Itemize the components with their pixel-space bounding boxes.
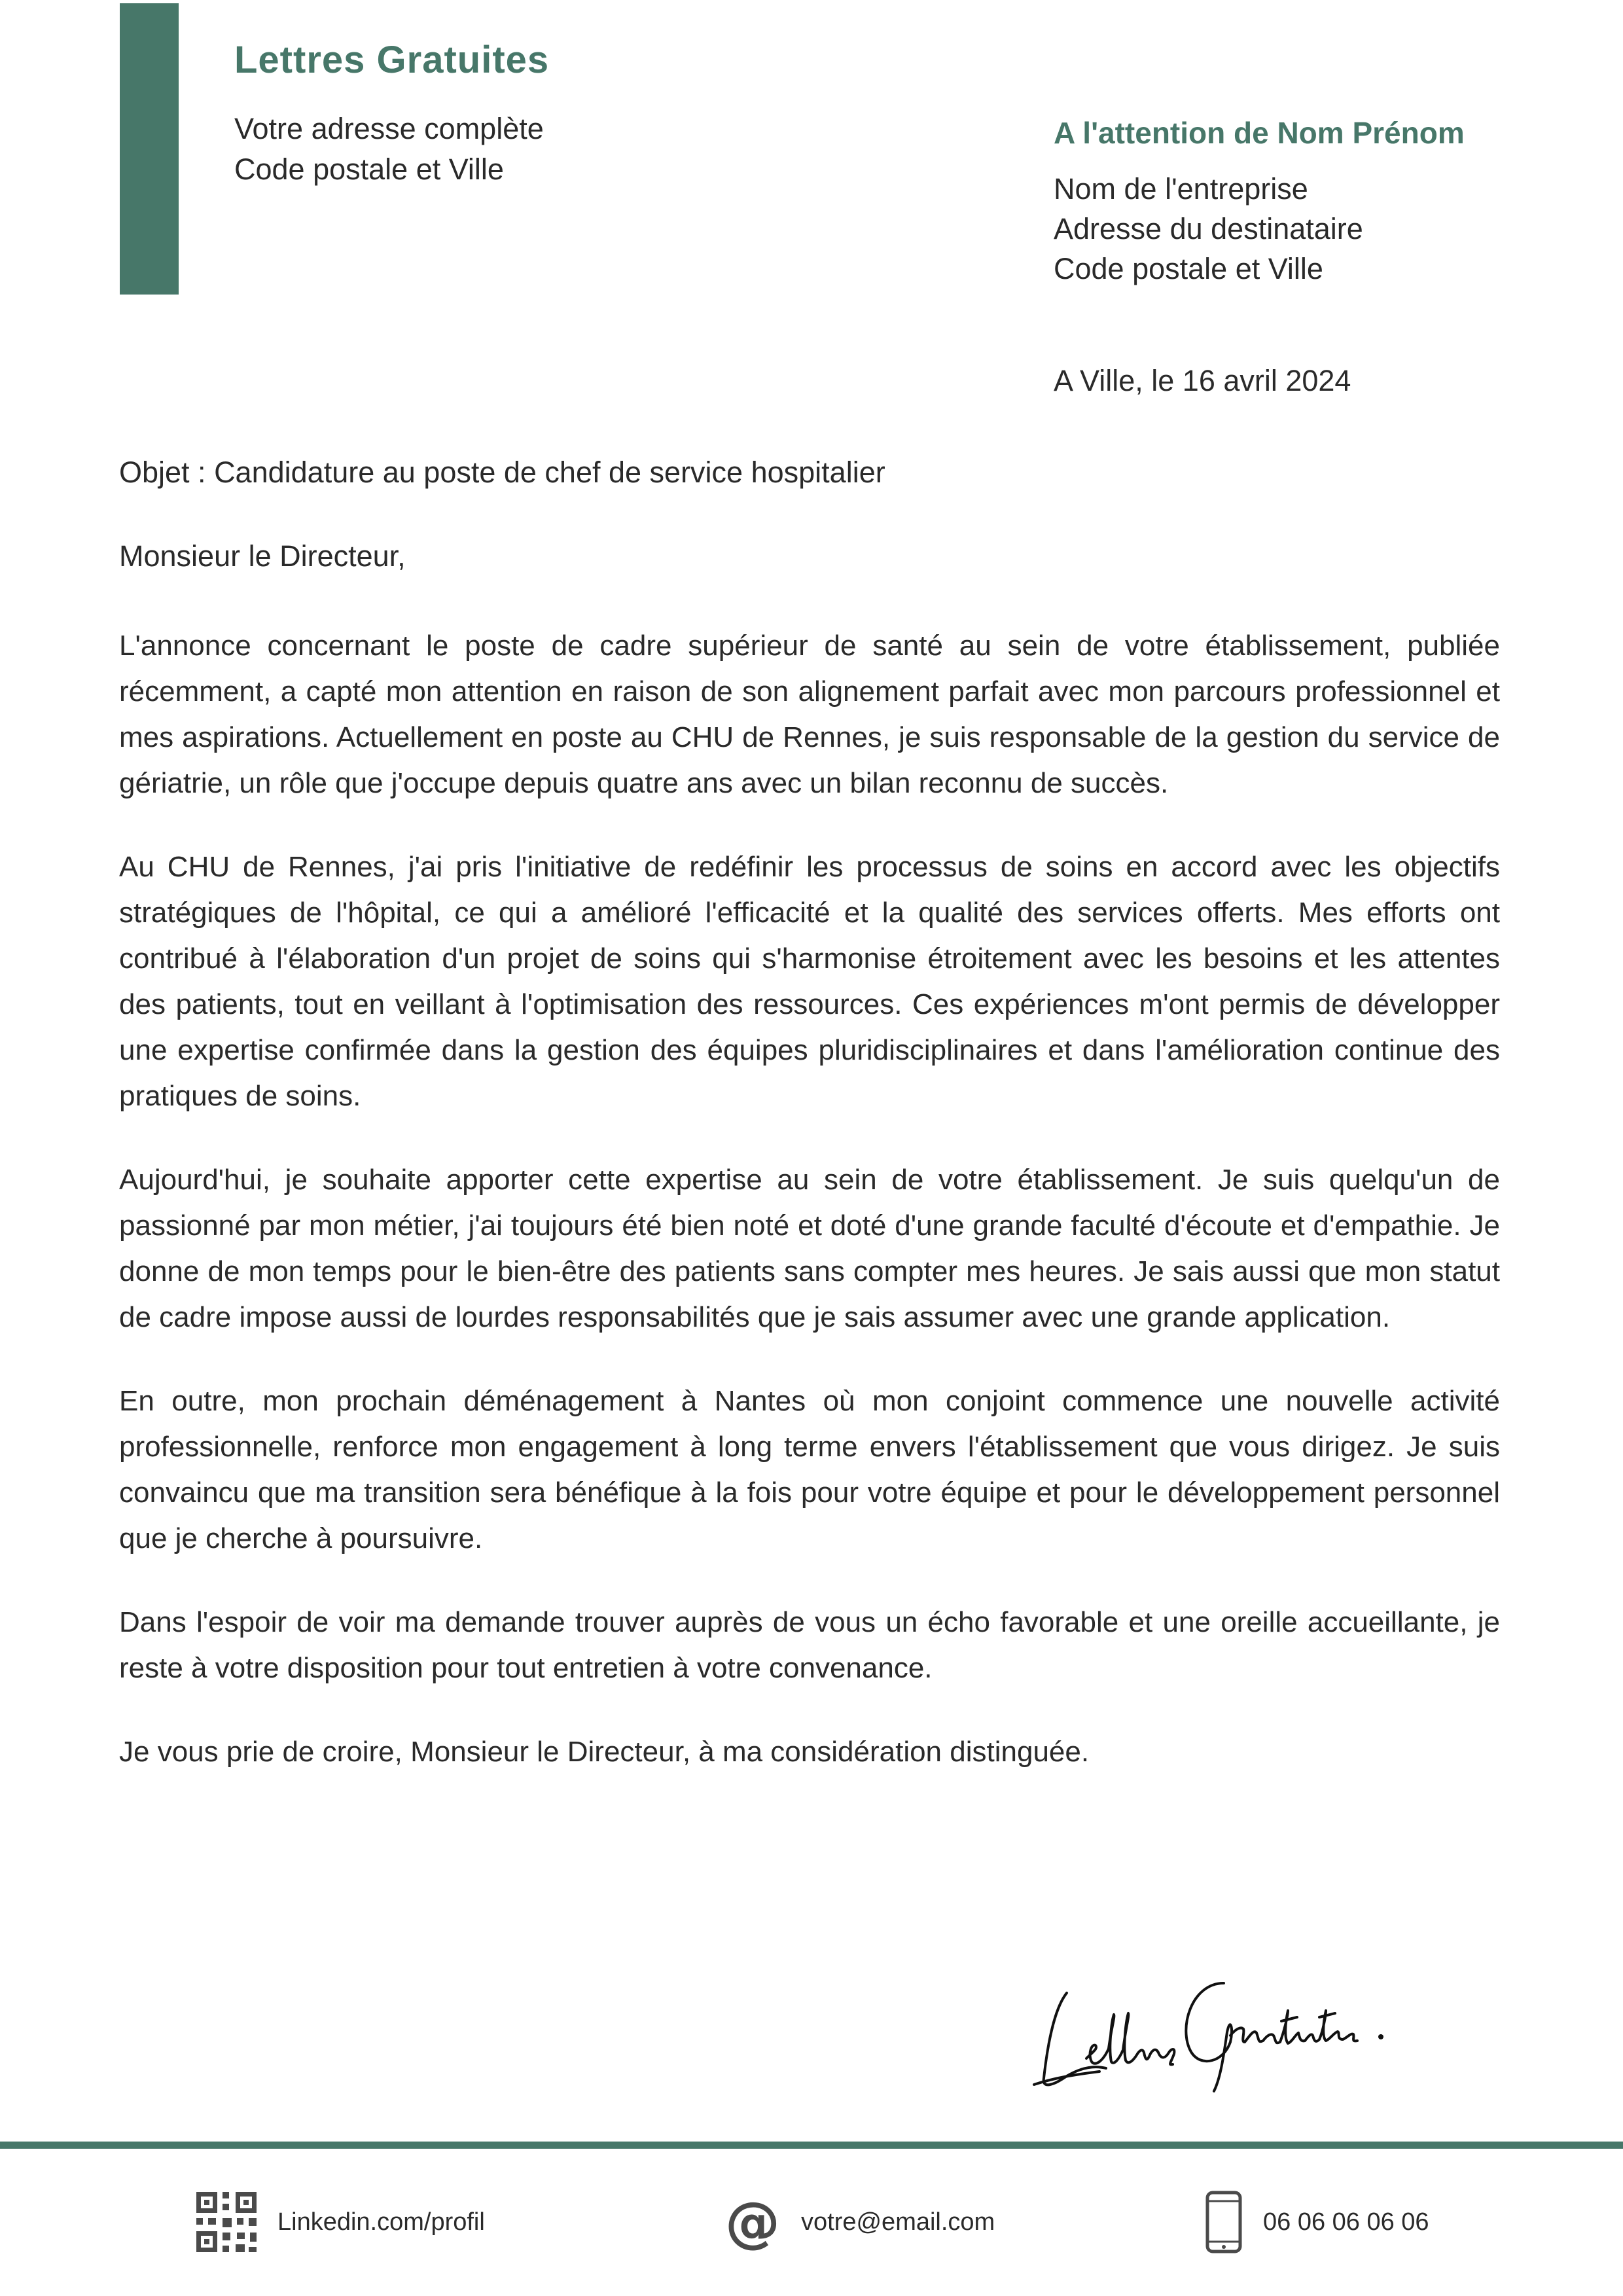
- body-paragraph-2: Au CHU de Rennes, j'ai pris l'initiative de redéfinir les processus de soins en accord avec les objectifs stratégiques de l'hôpital, ce qui a amélioré l'efficacité et la qualité des services offerts. Mes efforts ont contribué à l'élaboration d'un projet de soins qui s'harmonise étroitement avec les besoins et les attentes des patients, tout en veillant à l'optimisation des ressources. Ces expériences m'ont permis de développer une expertise confirmée dans la gestion des équipes pluridisciplinaires et dans l'amélioration continue des pratiques de soins.: [119, 851, 1500, 1112]
- handwritten-signature: [1027, 1937, 1420, 2101]
- at-sign-icon: @: [725, 2190, 780, 2254]
- sender-address-line2: Code postale et Ville: [234, 152, 504, 186]
- sender-address-line1: Votre adresse complète: [234, 112, 544, 145]
- phone-text: 06 06 06 06 06: [1263, 2208, 1429, 2236]
- mobile-phone-icon: [1205, 2191, 1242, 2253]
- recipient-attention: A l'attention de Nom Prénom: [1054, 116, 1465, 150]
- letter-body: [119, 623, 1500, 1813]
- sender-name: Lettres Gratuites: [234, 39, 550, 81]
- body-paragraph-3: Aujourd'hui, je souhaite apporter cette expertise au sein de votre établissement. Je suis quelqu'un de passionné par mon métier, j'ai toujours été bien noté et doté d'une grande faculté d'écoute et d'empathie. Je donne de mon temps pour le bien-être des patients sans compter mes heures. Je sais aussi que mon statut de cadre impose aussi de lourdes responsabilités que je sais assumer avec une grande application.: [119, 1164, 1500, 1333]
- salutation: Monsieur le Directeur,: [119, 539, 406, 573]
- header-accent-bar: [120, 3, 179, 295]
- body-paragraph-5: Dans l'espoir de voir ma demande trouver auprès de vous un écho favorable et une oreille accueillante, je reste à votre disposition pour tout entretien à votre convenance.: [119, 1606, 1500, 1684]
- qr-code-icon: [196, 2192, 257, 2252]
- footer-email[interactable]: [725, 2189, 995, 2255]
- date-line: A Ville, le 16 avril 2024: [1054, 364, 1351, 397]
- recipient-city: Code postale et Ville: [1054, 252, 1323, 285]
- recipient-address: [1054, 169, 1363, 289]
- footer-linkedin[interactable]: [196, 2189, 485, 2255]
- recipient-street: Adresse du destinataire: [1054, 212, 1363, 245]
- recipient-company: Nom de l'entreprise: [1054, 172, 1308, 206]
- email-text: votre@email.com: [801, 2208, 995, 2236]
- footer-phone[interactable]: [1205, 2189, 1429, 2255]
- signature-dot: [1378, 2034, 1383, 2039]
- body-paragraph-4: En outre, mon prochain déménagement à Nantes où mon conjoint commence une nouvelle activité professionnelle, renforce mon engagement à long terme envers l'établissement que vous dirigez. Je suis convaincu que ma transition sera bénéfique à la fois pour votre équipe et pour le développement personnel que je cherche à poursuivre.: [119, 1385, 1500, 1554]
- footer-divider: [0, 2142, 1623, 2149]
- body-paragraph-1: L'annonce concernant le poste de cadre supérieur de santé au sein de votre établissement, publiée récemment, a capté mon attention en raison de son alignement parfait avec mon parcours professionnel et mes aspirations. Actuellement en poste au CHU de Rennes, je suis responsable de la gestion du service de gériatrie, un rôle que j'occupe depuis quatre ans avec un bilan reconnu de succès.: [119, 630, 1500, 799]
- sender-address: [234, 109, 544, 190]
- linkedin-text: Linkedin.com/profil: [277, 2208, 485, 2236]
- letter-subject: Objet : Candidature au poste de chef de service hospitalier: [119, 456, 885, 489]
- closing-line: Je vous prie de croire, Monsieur le Directeur, à ma considération distinguée.: [119, 1736, 1090, 1768]
